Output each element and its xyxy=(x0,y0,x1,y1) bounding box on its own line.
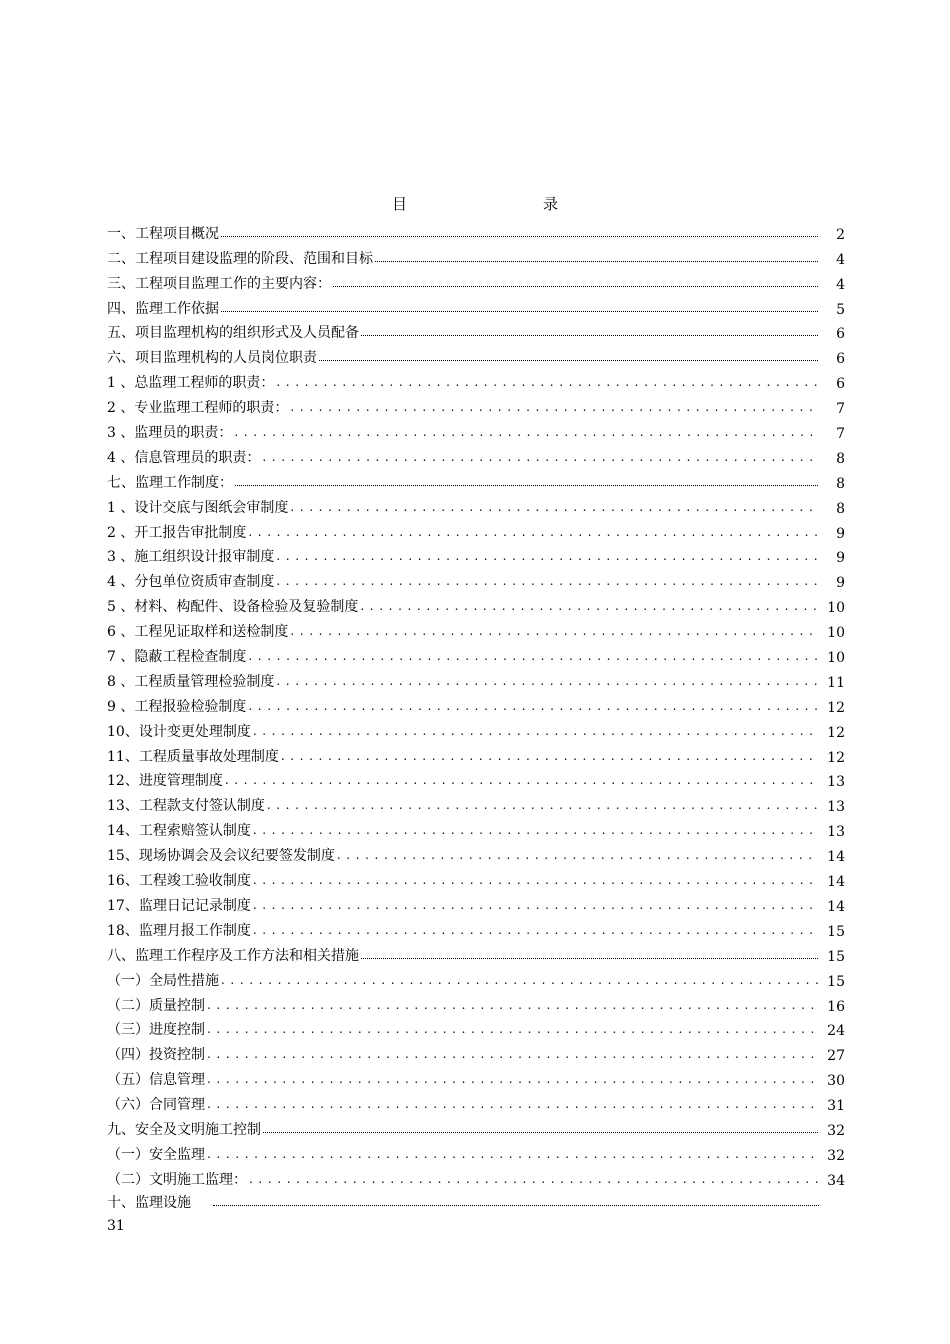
toc-entry-label: 1 、总监理工程师的职责： xyxy=(107,375,275,392)
toc-entry-page: 6 xyxy=(836,326,845,343)
toc-leader-dots xyxy=(249,1172,818,1184)
toc-entry-page: 10 xyxy=(827,625,845,642)
toc-entry[interactable] xyxy=(107,492,845,517)
toc-entry[interactable] xyxy=(107,243,845,268)
toc-leader-dots xyxy=(221,236,818,237)
toc-entry-label: 4 、分包单位资质审查制度 xyxy=(107,574,275,591)
toc-leader-dots xyxy=(375,261,818,262)
toc-leader-dots xyxy=(276,375,818,387)
toc-entry[interactable] xyxy=(107,1039,845,1064)
toc-entry-page: 9 xyxy=(836,550,845,567)
toc-entry[interactable] xyxy=(107,616,845,641)
toc-leader-dots xyxy=(225,773,818,785)
toc-leader-dots xyxy=(235,485,818,486)
toc-leader-dots xyxy=(253,873,818,885)
toc-leader-dots xyxy=(281,749,818,761)
toc-entry-label: 1 、设计交底与图纸会审制度 xyxy=(107,499,289,516)
toc-leader-dots xyxy=(207,1047,818,1059)
toc-entry[interactable] xyxy=(107,641,845,666)
toc-leader-dots xyxy=(253,724,818,736)
toc-entry-page: 32 xyxy=(827,1122,845,1139)
toc-entry-label: 17、监理日记记录制度 xyxy=(107,897,251,914)
toc-leader-dots xyxy=(207,1072,818,1084)
toc-entry-label: 八、监理工作程序及工作方法和相关措施 xyxy=(107,947,359,964)
toc-leader-dots xyxy=(253,898,818,910)
toc-leader-dots xyxy=(319,360,818,361)
toc-entry-label: 2 、专业监理工程师的职责： xyxy=(107,400,289,417)
toc-entry-label: 11、工程质量事故处理制度 xyxy=(107,748,279,765)
toc-entry-label: （六）合同管理 xyxy=(107,1097,205,1114)
toc-entry[interactable] xyxy=(107,865,845,890)
toc-entry-label: （二）质量控制 xyxy=(107,997,205,1014)
toc-entry[interactable] xyxy=(107,741,845,766)
toc-entry-page: 9 xyxy=(836,575,845,592)
toc-entry-label: 18、监理月报工作制度 xyxy=(107,922,251,939)
toc-entry[interactable] xyxy=(107,467,845,492)
toc-entry-label: 16、工程竣工验收制度 xyxy=(107,873,251,890)
toc-leader-dots xyxy=(253,923,818,935)
toc-entry-page: 5 xyxy=(836,301,845,318)
toc-entry[interactable] xyxy=(107,542,845,567)
toc-entry-last[interactable] xyxy=(107,1190,819,1212)
toc-entry-label: （三）进度控制 xyxy=(107,1022,205,1039)
toc-entry[interactable] xyxy=(107,790,845,815)
toc-leader-dots xyxy=(333,286,818,287)
toc-entry[interactable] xyxy=(107,566,845,591)
toc-leader-dots xyxy=(361,335,818,336)
toc-entry[interactable] xyxy=(107,940,845,965)
toc-list xyxy=(107,218,845,1189)
toc-entry-page: 15 xyxy=(827,923,845,940)
toc-entry[interactable] xyxy=(107,691,845,716)
trailing-page-number: 31 xyxy=(107,1218,125,1234)
toc-entry[interactable] xyxy=(107,517,845,542)
toc-entry-page: 2 xyxy=(836,226,845,243)
toc-leader-dots xyxy=(361,958,818,959)
toc-entry[interactable] xyxy=(107,815,845,840)
toc-entry-page: 14 xyxy=(827,849,845,866)
toc-leader-dots xyxy=(290,500,818,512)
toc-leader-dots xyxy=(360,599,818,611)
toc-entry-page: 11 xyxy=(827,674,845,691)
toc-entry-page: 16 xyxy=(827,998,845,1015)
toc-entry-label: 15、现场协调会及会议纪要签发制度 xyxy=(107,848,335,865)
toc-entry[interactable] xyxy=(107,417,845,442)
toc-entry-page: 31 xyxy=(827,1098,845,1115)
toc-entry-page: 13 xyxy=(827,824,845,841)
toc-entry[interactable] xyxy=(107,840,845,865)
toc-entry-page: 8 xyxy=(836,500,845,517)
toc-leader-dots xyxy=(207,1147,818,1159)
toc-leader-dots xyxy=(248,525,818,537)
toc-leader-dots xyxy=(276,574,818,586)
toc-entry[interactable] xyxy=(107,268,845,293)
toc-entry[interactable] xyxy=(107,342,845,367)
toc-entry-page: 30 xyxy=(827,1073,845,1090)
toc-entry[interactable] xyxy=(107,442,845,467)
toc-entry-page: 4 xyxy=(836,276,845,293)
toc-entry-label: 10、设计变更处理制度 xyxy=(107,723,251,740)
toc-leader-dots xyxy=(262,450,818,462)
toc-entry-label: 8 、工程质量管理检验制度 xyxy=(107,673,275,690)
toc-entry-page: 14 xyxy=(827,874,845,891)
toc-entry[interactable] xyxy=(107,766,845,791)
toc-entry[interactable] xyxy=(107,890,845,915)
toc-leader-dots xyxy=(213,1205,819,1206)
toc-entry[interactable] xyxy=(107,990,845,1015)
toc-entry-label: 九、安全及文明施工控制 xyxy=(107,1121,261,1138)
toc-entry-page: 10 xyxy=(827,600,845,617)
toc-entry[interactable] xyxy=(107,915,845,940)
toc-leader-dots xyxy=(221,311,818,312)
toc-entry-page: 13 xyxy=(827,799,845,816)
toc-leader-dots xyxy=(207,1097,818,1109)
toc-entry-page: 15 xyxy=(827,948,845,965)
toc-leader-dots xyxy=(207,1022,818,1034)
toc-entry-page: 15 xyxy=(827,973,845,990)
toc-leader-dots xyxy=(276,674,818,686)
toc-entry-page: 13 xyxy=(827,774,845,791)
toc-entry-label: （二）文明施工监理： xyxy=(107,1171,247,1188)
toc-entry-label: （一）全局性措施 xyxy=(107,972,219,989)
toc-entry-label: （五）信息管理 xyxy=(107,1072,205,1089)
toc-entry[interactable] xyxy=(107,1064,845,1089)
toc-entry[interactable] xyxy=(107,1089,845,1114)
toc-entry-label: 3 、施工组织设计报审制度 xyxy=(107,549,275,566)
toc-leader-dots xyxy=(207,998,818,1010)
toc-leader-dots xyxy=(276,549,818,561)
toc-entry-label: 7 、隐蔽工程检查制度 xyxy=(107,649,247,666)
toc-entry-page: 24 xyxy=(827,1023,845,1040)
toc-entry-page: 12 xyxy=(827,724,845,741)
toc-entry-page: 6 xyxy=(836,376,845,393)
toc-entry[interactable] xyxy=(107,367,845,392)
toc-entry[interactable] xyxy=(107,1139,845,1164)
toc-title-char-2: 录 xyxy=(543,195,559,213)
toc-leader-dots xyxy=(290,624,818,636)
toc-entry[interactable] xyxy=(107,666,845,691)
toc-leader-dots xyxy=(248,649,818,661)
toc-entry-page: 32 xyxy=(827,1147,845,1164)
toc-entry-label: 9 、工程报验检验制度 xyxy=(107,698,247,715)
toc-entry-label: 十、监理设施 xyxy=(107,1195,191,1211)
toc-entry-page: 8 xyxy=(836,450,845,467)
toc-leader-dots xyxy=(337,848,818,860)
toc-entry-label: 3 、监理员的职责： xyxy=(107,425,233,442)
toc-leader-dots xyxy=(234,425,818,437)
toc-entry-label: 四、监理工作依据 xyxy=(107,300,219,317)
toc-entry-page: 27 xyxy=(827,1048,845,1065)
toc-entry[interactable] xyxy=(107,965,845,990)
toc-title-char-1: 目 xyxy=(392,195,408,213)
toc-entry[interactable] xyxy=(107,1015,845,1040)
toc-entry-page: 9 xyxy=(836,525,845,542)
toc-entry[interactable] xyxy=(107,392,845,417)
toc-entry-label: 一、工程项目概况 xyxy=(107,225,219,242)
toc-entry-page: 7 xyxy=(836,426,845,443)
toc-entry-page: 10 xyxy=(827,650,845,667)
toc-entry-label: （四）投资控制 xyxy=(107,1047,205,1064)
toc-entry-label: 二、工程项目建设监理的阶段、范围和目标 xyxy=(107,250,373,267)
toc-leader-dots xyxy=(221,973,818,985)
toc-entry-label: 12、进度管理制度 xyxy=(107,773,223,790)
toc-entry-label: 14、工程索赔签认制度 xyxy=(107,823,251,840)
toc-entry[interactable] xyxy=(107,1164,845,1189)
toc-entry-page: 7 xyxy=(836,401,845,418)
toc-entry-label: 5 、材料、构配件、设备检验及复验制度 xyxy=(107,599,359,616)
toc-entry-page: 34 xyxy=(827,1172,845,1189)
toc-entry-label: 2 、开工报告审批制度 xyxy=(107,524,247,541)
toc-entry-page: 8 xyxy=(836,475,845,492)
toc-entry-label: 五、项目监理机构的组织形式及人员配备 xyxy=(107,325,359,342)
toc-leader-dots xyxy=(248,699,818,711)
toc-entry[interactable] xyxy=(107,218,845,243)
toc-entry[interactable] xyxy=(107,318,845,343)
toc-entry-label: 六、项目监理机构的人员岗位职责 xyxy=(107,350,317,367)
toc-leader-dots xyxy=(290,400,818,412)
toc-entry-label: 七、监理工作制度： xyxy=(107,474,233,491)
toc-leader-dots xyxy=(253,823,818,835)
toc-leader-dots xyxy=(263,1132,818,1133)
toc-entry[interactable] xyxy=(107,716,845,741)
toc-entry[interactable] xyxy=(107,1114,845,1139)
toc-title xyxy=(0,193,950,215)
toc-entry-label: 13、工程款支付签认制度 xyxy=(107,798,265,815)
toc-entry-label: 三、工程项目监理工作的主要内容： xyxy=(107,275,331,292)
toc-entry-page: 14 xyxy=(827,898,845,915)
toc-entry-page: 4 xyxy=(836,251,845,268)
toc-entry-label: （一）安全监理 xyxy=(107,1146,205,1163)
toc-entry-page: 12 xyxy=(827,749,845,766)
toc-entry-label: 4 、信息管理员的职责： xyxy=(107,449,261,466)
toc-entry-label: 6 、工程见证取样和送检制度 xyxy=(107,624,289,641)
toc-entry[interactable] xyxy=(107,293,845,318)
toc-entry-page: 6 xyxy=(836,351,845,368)
toc-entry-page: 12 xyxy=(827,699,845,716)
toc-leader-dots xyxy=(267,798,818,810)
toc-entry[interactable] xyxy=(107,591,845,616)
